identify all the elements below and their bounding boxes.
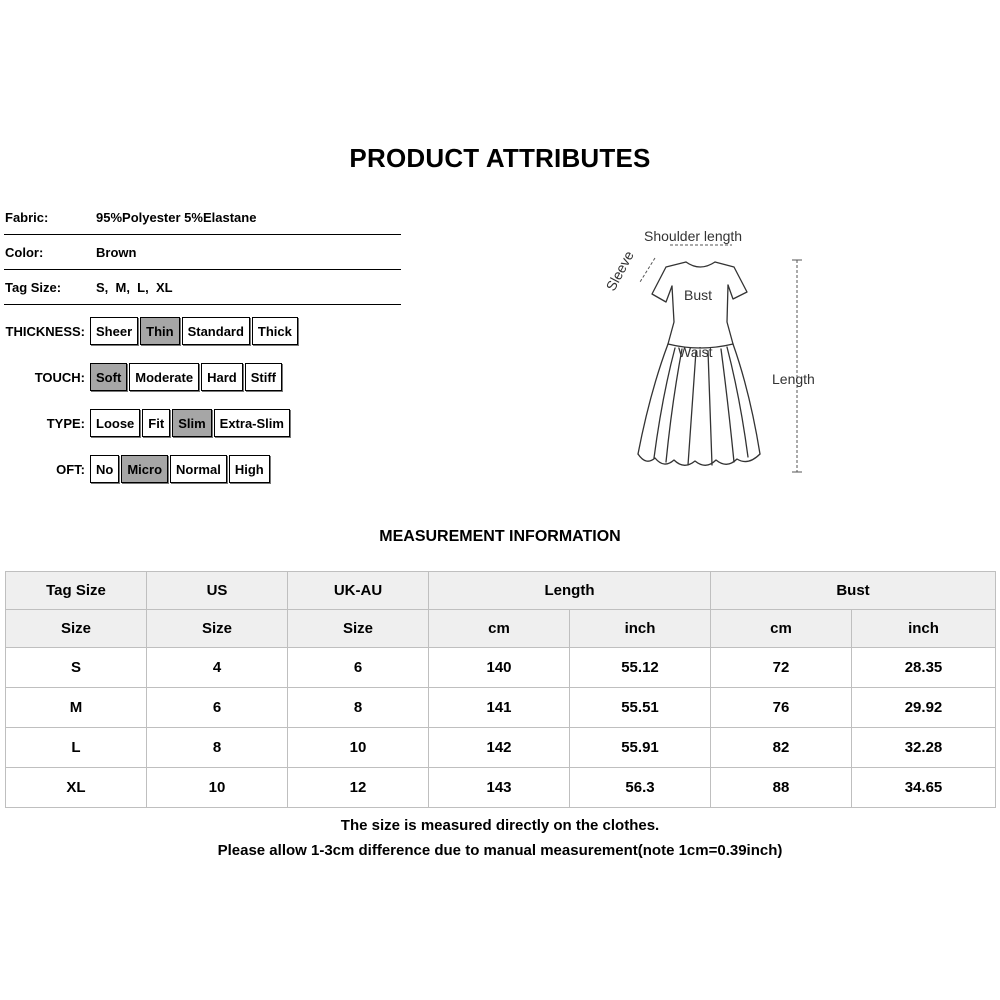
option-chip: Hard <box>201 363 243 391</box>
table-row <box>6 728 996 768</box>
attribute-value: S, M, L, XL <box>96 279 173 295</box>
bust-label: Bust <box>684 287 713 303</box>
table-cell: 55.51 <box>570 688 711 728</box>
page-title: PRODUCT ATTRIBUTES <box>349 143 651 173</box>
table-cell: 141 <box>429 688 570 728</box>
option-group-label: OFT: <box>56 461 85 477</box>
table-cell: 34.65 <box>852 768 996 808</box>
subheader-cell: Size <box>6 610 147 648</box>
table-cell: 8 <box>147 728 288 768</box>
table-subheader-row <box>6 610 996 648</box>
option-chip: Thick <box>252 317 298 345</box>
attribute-value: 95%Polyester 5%Elastane <box>96 209 257 225</box>
table-header-row <box>6 572 996 610</box>
measurement-disclaimer: Please allow 1-3cm difference due to manual measurement(note 1cm=0.39inch) <box>217 842 783 859</box>
table-cell: 10 <box>288 728 429 768</box>
table-cell: S <box>6 648 147 688</box>
table-cell: 143 <box>429 768 570 808</box>
attribute-row-tag-size <box>4 270 401 305</box>
option-chip: Fit <box>142 409 170 437</box>
option-chip: Loose <box>90 409 140 437</box>
table-cell: 8 <box>288 688 429 728</box>
attribute-row-color <box>4 235 401 270</box>
option-chip: Standard <box>182 317 250 345</box>
sleeve-label: Sleeve <box>602 248 637 294</box>
option-chip: Extra-Slim <box>214 409 290 437</box>
option-chip-selected: Slim <box>172 409 211 437</box>
header-cell: Bust <box>711 572 996 610</box>
header-cell: US <box>147 572 288 610</box>
option-chip-selected: Micro <box>121 455 168 483</box>
length-label: Length <box>772 371 815 387</box>
table-cell: 32.28 <box>852 728 996 768</box>
table-row <box>6 688 996 728</box>
attribute-value: Brown <box>96 244 137 260</box>
header-cell: UK-AU <box>288 572 429 610</box>
attribute-label: Tag Size: <box>5 279 62 295</box>
table-cell: M <box>6 688 147 728</box>
table-cell: 29.92 <box>852 688 996 728</box>
subheader-cell: inch <box>852 610 996 648</box>
attribute-list <box>4 200 401 305</box>
subheader-cell: inch <box>570 610 711 648</box>
table-cell: 140 <box>429 648 570 688</box>
measurement-table <box>5 571 996 808</box>
header-cell: Tag Size <box>6 572 147 610</box>
header-cell: Length <box>429 572 711 610</box>
option-group-label: THICKNESS: <box>5 323 85 339</box>
table-row <box>6 648 996 688</box>
table-cell: 82 <box>711 728 852 768</box>
option-group-label: TOUCH: <box>34 369 85 385</box>
subheader-cell: Size <box>147 610 288 648</box>
option-group-label: TYPE: <box>46 415 85 431</box>
subheader-cell: cm <box>711 610 852 648</box>
table-cell: 142 <box>429 728 570 768</box>
table-cell: 55.12 <box>570 648 711 688</box>
option-chip: Sheer <box>90 317 138 345</box>
table-cell: 56.3 <box>570 768 711 808</box>
option-chip: Normal <box>170 455 227 483</box>
subheader-cell: Size <box>288 610 429 648</box>
option-chip: No <box>90 455 119 483</box>
option-chip-selected: Thin <box>140 317 179 345</box>
table-row <box>6 768 996 808</box>
shoulder-length-label: Shoulder length <box>644 228 743 244</box>
option-group-thickness <box>0 317 298 345</box>
waist-label: Waist <box>678 344 713 360</box>
attribute-label: Fabric: <box>5 209 49 225</box>
table-cell: 6 <box>288 648 429 688</box>
option-chip: Stiff <box>245 363 282 391</box>
table-cell: 72 <box>711 648 852 688</box>
table-cell: 28.35 <box>852 648 996 688</box>
table-cell: 76 <box>711 688 852 728</box>
table-cell: L <box>6 728 147 768</box>
attribute-label: Color: <box>5 244 44 260</box>
option-group-oft <box>0 455 270 483</box>
option-chip: High <box>229 455 270 483</box>
measurement-title: MEASUREMENT INFORMATION <box>379 528 621 545</box>
dress-size-diagram <box>600 222 840 482</box>
measurement-note: The size is measured directly on the clothes. <box>340 817 660 834</box>
table-cell: 10 <box>147 768 288 808</box>
option-chip: Moderate <box>129 363 199 391</box>
subheader-cell: cm <box>429 610 570 648</box>
option-group-type <box>0 409 290 437</box>
table-cell: 88 <box>711 768 852 808</box>
option-group-touch <box>0 363 282 391</box>
attribute-row-fabric <box>4 200 401 235</box>
table-cell: 55.91 <box>570 728 711 768</box>
table-cell: 6 <box>147 688 288 728</box>
table-cell: 12 <box>288 768 429 808</box>
table-cell: 4 <box>147 648 288 688</box>
table-cell: XL <box>6 768 147 808</box>
option-chip-selected: Soft <box>90 363 127 391</box>
